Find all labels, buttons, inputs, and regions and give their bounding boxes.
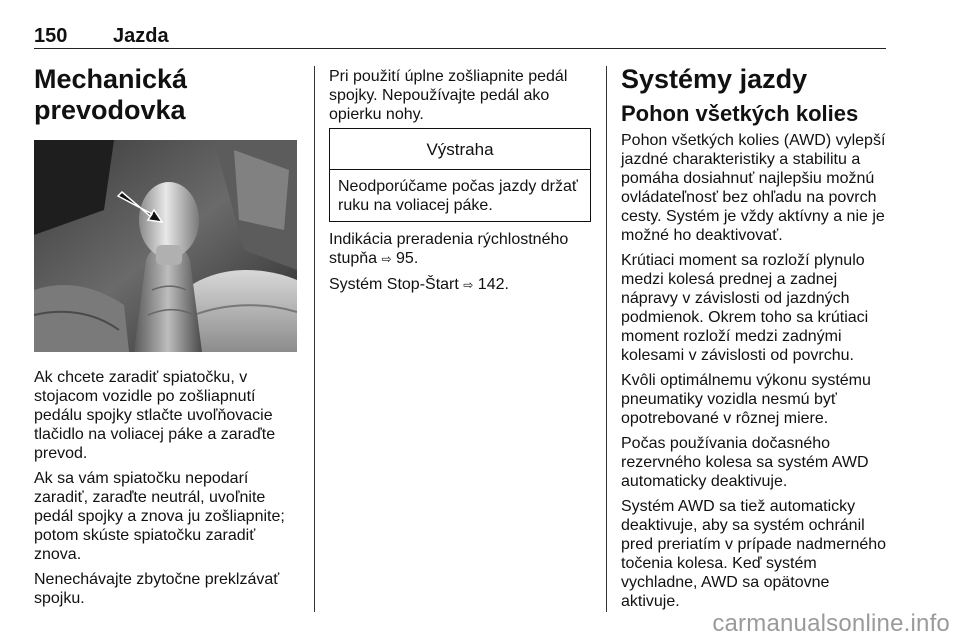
paragraph: Pri použití úplne zošliapnite pedál spojky. Nepoužívajte pedál ako opierku nohy. — [329, 68, 568, 123]
page-ref-arrow-icon: ⇨ — [463, 278, 474, 292]
cross-reference[interactable]: Indikácia preradenia rýchlostného stupňa ⇨ 95. — [329, 231, 569, 267]
column-divider-right — [606, 66, 607, 612]
paragraph: Systém AWD sa tiež automaticky deaktivuje, aby sa systém ochránil pred prerіatím v prípade nadmerného točenia kolesa. Keď systém vychladne, AWD sa opätovne aktivuje. — [621, 498, 887, 610]
warning-box — [329, 128, 591, 222]
gear-lever-illustration — [34, 140, 297, 352]
paragraph: Ak sa vám spiatočku nepodarí zaradiť, zaraďte neutrál, uvoľnite pedál spojky a znova ju zošliapnite; potom skúste spiatočku zaradiť znova. — [34, 470, 285, 563]
page-header — [34, 24, 886, 49]
page-ref-arrow-icon: ⇨ — [381, 252, 392, 266]
cross-reference[interactable]: Systém Stop-Štart ⇨ 142. — [329, 276, 509, 293]
column-1-body — [34, 368, 304, 614]
paragraph: Ak chcete zaradiť spiatočku, v stojacom vozidle po zošliapnutí pedálu spojky stlačte uvoľňovacie tlačidlo na voliacej páke a zaraďte prevod. — [34, 369, 276, 462]
manual-transmission-title: Mechanická prevodovka — [34, 64, 188, 125]
warning-text: Neodporúčame počas jazdy držať ruku na voliacej páke. — [338, 178, 578, 214]
paragraph: Pohon všetkých kolies (AWD) vylepší jazdné charakteristiky a stabilitu a pomáha dosiahnuť najlepšiu možnú ovládateľnosť bez ohľadu na povrch cesty. Systém je vždy aktívny a nie je možné ho deaktivovať. — [621, 132, 886, 244]
column-2-intro — [329, 67, 597, 130]
driving-systems-title: Systémy jazdy — [621, 64, 808, 94]
paragraph: Počas používania dočasného rezervného kolesa sa systém AWD automaticky deaktivuje. — [621, 435, 869, 490]
warning-title: Výstraha — [330, 129, 590, 170]
column-divider-left — [314, 66, 315, 612]
paragraph: Krútiaci moment sa rozloží plynulo medzi kolesá prednej a zadnej nápravy v závislosti od jazdných podmienok. Okrem toho sa krútiaci moment rozloží medzi zadnými kolesami v závislosti od povrchu. — [621, 252, 869, 364]
awd-subtitle: Pohon všetkých kolies — [621, 101, 859, 126]
paragraph: Kvôli optimálnemu výkonu systému pneumatiky vozidla nesmú byť opotrebované v rôznej miere. — [621, 372, 871, 427]
page-number: 150 — [34, 25, 68, 47]
section-title: Jazda — [113, 25, 169, 47]
watermark: carmanualsonline.info — [712, 610, 950, 637]
gear-lever-photo — [34, 140, 297, 352]
column-1 — [34, 64, 302, 126]
column-3 — [621, 64, 891, 617]
column-2-refs — [329, 230, 597, 301]
paragraph: Nenechávajte zbytočne preklzávať spojku. — [34, 571, 280, 607]
